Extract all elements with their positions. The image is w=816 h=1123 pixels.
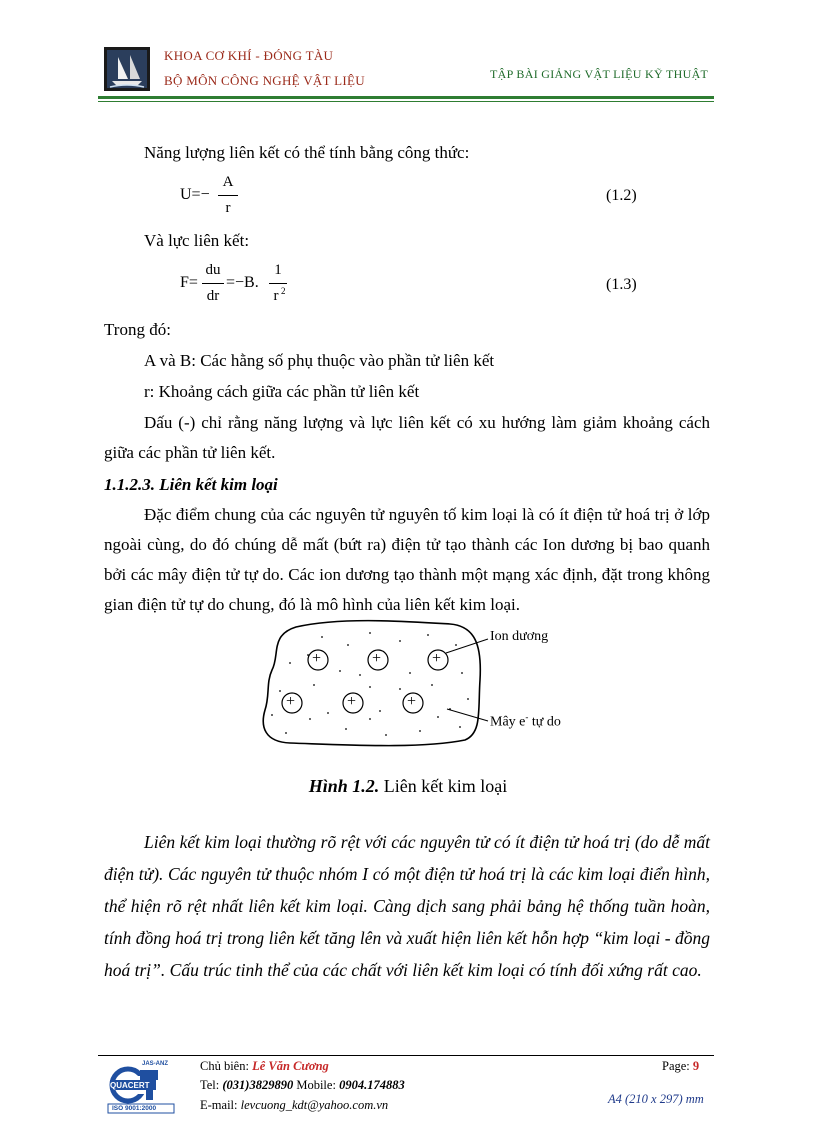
footer-rule	[98, 1055, 714, 1056]
ion-symbol-1: +	[312, 650, 322, 667]
eq2-label: (1.3)	[606, 276, 637, 293]
email-value[interactable]: levcuong_kdt@yahoo.com.vn	[240, 1098, 389, 1112]
eq2-fraction-bar-1	[202, 283, 224, 284]
intro-energy: Năng lượng liên kết có thể tính bằng công thức:	[144, 143, 470, 162]
header-rule	[98, 96, 714, 99]
section-paragraph: Đặc điểm chung của các nguyên tử nguyên tố kim loại là có ít điện tử hoá trị ở lớp ngoài cùng, do đó chúng dễ mất (bứt ra) điện tử tạo thành các Ion dương bị bao quanh bởi các mây điện tử tự do. Các ion dương tạo thành một mạng xác định, đặt trong không gian điện tử tự do chung, đó là mô hình của liên kết kim loại.	[104, 505, 710, 614]
free-electron-dots	[271, 632, 469, 736]
mobile-value: 0904.174883	[339, 1078, 405, 1092]
italic-paragraph: Liên kết kim loại thường rõ rệt với các nguyên tử có ít điện tử hoá trị (do dễ mất điện tử). Các nguyên tử thuộc nhóm I có một điện tử hoá trị là các kim loại điển hình, thể hiện rõ rệt nhất liên kết kim loại. Càng dịch sang phải bảng hệ thống tuần hoàn, tính đồng hoá trị trong liên kết tăng lên và xuất hiện liên kết hỗn hợp “kim loại - đồng hoá trị”. Cấu trúc tinh thể của các chất với liên kết kim loại có tính đối xứng rất cao.	[104, 832, 710, 980]
org-line-1: KHOA CƠ KHÍ - ĐÓNG TÀU	[164, 48, 334, 63]
eq2-fraction-bar-2	[269, 283, 287, 284]
footer-editor	[200, 1059, 329, 1074]
figure-caption	[0, 776, 816, 797]
sign-note: Dấu (-) chỉ rằng năng lượng và lực liên kết có xu hướng làm giảm khoảng cách giữa các phần tử liên kết.	[104, 413, 710, 462]
ion-symbol-2: +	[372, 650, 382, 667]
ion-symbol-3: +	[432, 650, 442, 667]
label-cloud-b: tự do	[528, 714, 561, 730]
eq1-numerator: A	[222, 174, 234, 190]
page-label: Page:	[662, 1059, 693, 1073]
footer-page	[662, 1059, 699, 1074]
eq2-numerator-2: 1	[274, 262, 282, 278]
editor-label: Chủ biên:	[200, 1059, 253, 1073]
eq2-denominator-2: r	[273, 288, 279, 304]
label-cloud-sup: -	[525, 712, 529, 722]
doc-title: TẬP BÀI GIẢNG VẬT LIỆU KỸ THUẬT	[490, 67, 709, 81]
section-heading: 1.1.2.3. Liên kết kim loại	[104, 475, 278, 494]
intro-force: Và lực liên kết:	[144, 231, 250, 250]
tel-label: Tel:	[200, 1078, 223, 1092]
ion-symbol-4: +	[286, 693, 296, 710]
header	[0, 0, 816, 100]
eq2-denominator-1: dr	[206, 288, 220, 304]
eq2-lhs: F=	[180, 274, 198, 291]
org-line-2: BỘ MÔN CÔNG NGHỆ VẬT LIỆU	[164, 73, 365, 88]
definition-r: r: Khoảng cách giữa các phần tử liên kết	[144, 382, 420, 401]
ship-logo-icon	[104, 47, 150, 91]
ion-symbol-6: +	[407, 693, 417, 710]
caption-bold: Hình 1.2.	[308, 776, 380, 796]
logo-iso: ISO 9001:2000	[112, 1105, 157, 1112]
ion-pointer-lines	[446, 639, 488, 721]
quacert-logo	[106, 1062, 178, 1114]
footer-email	[200, 1098, 388, 1113]
eq2-middle: =−B.	[226, 274, 259, 291]
email-label: E-mail:	[200, 1098, 241, 1112]
footer-phone	[200, 1078, 405, 1093]
page-number: 9	[692, 1059, 700, 1073]
electron-cloud-outline	[263, 621, 480, 746]
eq1-fraction-bar	[218, 195, 238, 196]
ion-symbol-5: +	[347, 693, 357, 710]
definition-a-b: A và B: Các hằng số phụ thuộc vào phần tử liên kết	[144, 351, 495, 370]
label-cloud-a: Mây e	[490, 714, 526, 730]
eq2-numerator-1: du	[205, 262, 221, 278]
mobile-label: Mobile:	[293, 1078, 340, 1092]
eq1-label: (1.2)	[606, 187, 637, 204]
eq2-exponent: 2	[281, 286, 286, 296]
figure-metallic-bond	[250, 615, 590, 755]
eq1-denominator: r	[225, 200, 231, 216]
positive-ions	[282, 650, 448, 713]
label-ion: Ion dương	[490, 629, 549, 644]
label-electron-cloud	[490, 712, 561, 731]
where-label: Trong đó:	[104, 320, 171, 339]
tel-value: (031)3829890	[222, 1078, 294, 1092]
logo-jas-anz: JAS-ANZ	[142, 1061, 169, 1067]
logo-brand: QUACERT	[110, 1081, 150, 1090]
header-rule-thin	[98, 101, 714, 102]
editor-name: Lê Văn Cương	[252, 1059, 329, 1073]
footer-paper-size: A4 (210 x 297) mm	[608, 1092, 704, 1106]
caption-text: Liên kết kim loại	[379, 776, 508, 796]
eq1-lhs: U=−	[180, 186, 210, 203]
